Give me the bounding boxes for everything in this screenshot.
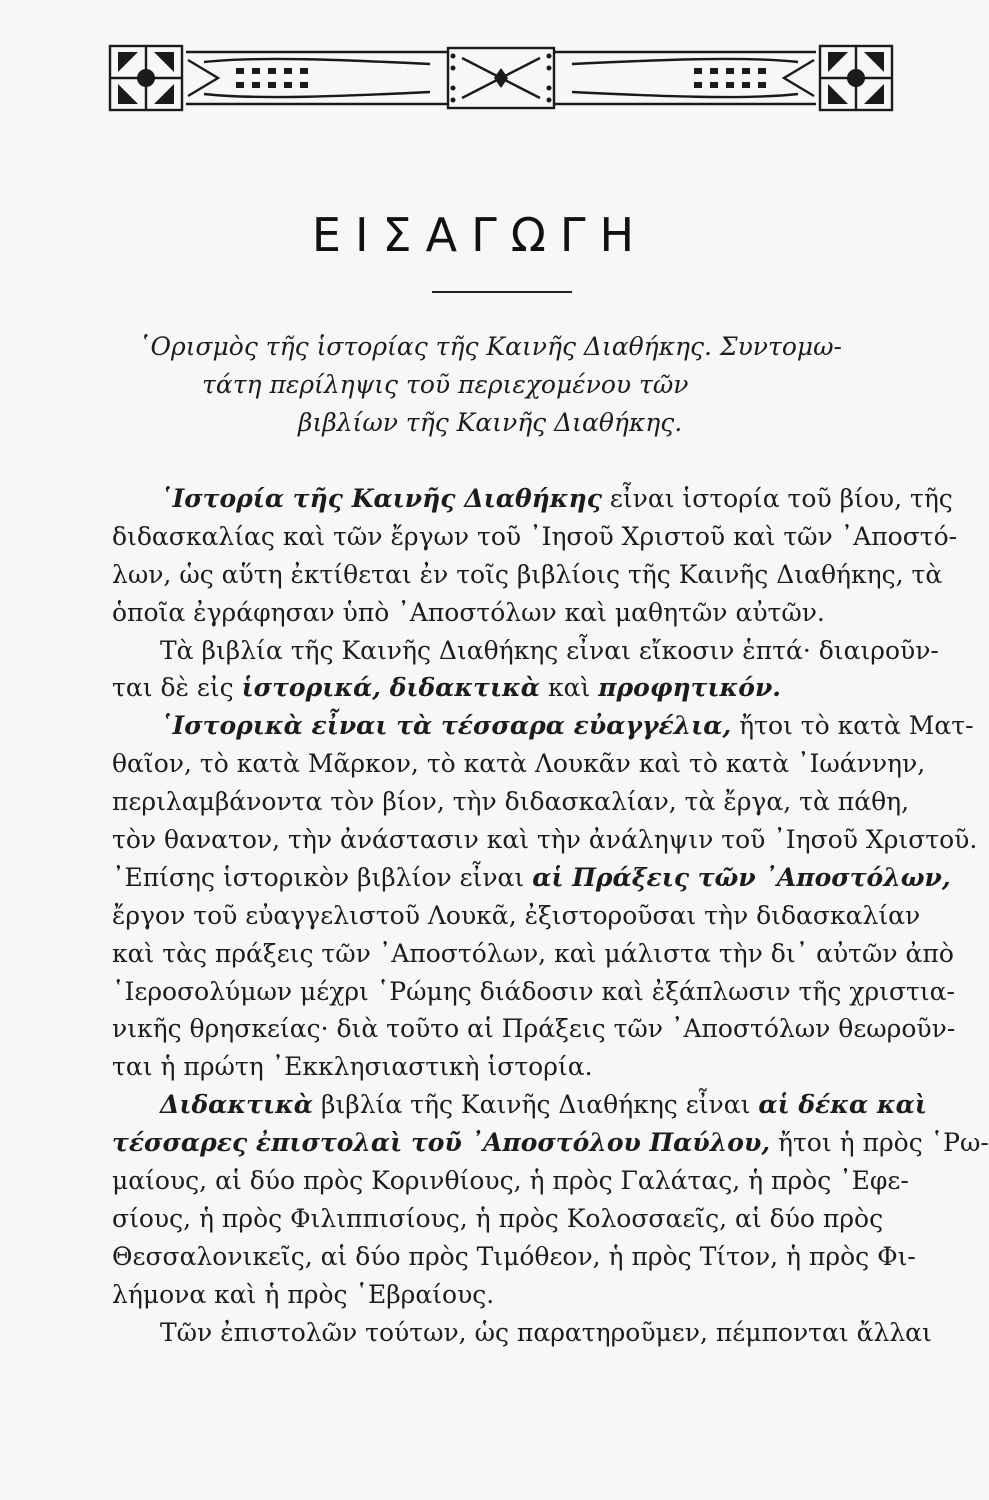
text-line: περιλαμβάνοντα τὸν βίον, τὴν διδασκαλίαν, τὰ ἔργα, τὰ πάθη, [112, 787, 910, 817]
emphasis-text: τέσσαρες ἐπιστολαὶ τοῦ ᾿Αποστόλου Παύλου, [112, 1128, 771, 1158]
text-line: ὁποῖα ἐγράφησαν ὑπὸ ᾿Αποστόλων καὶ μαθητῶν αὐτῶν. [112, 597, 825, 627]
text-run: ται δὲ εἰς [112, 673, 242, 703]
text-line: Τῶν ἐπιστολῶν τούτων, ὡς παρατηροῦμεν, πέμπονται ἄλλαι [160, 1317, 932, 1347]
text-line [112, 1124, 989, 1162]
text-line: Θεσσαλονικεῖς, αἱ δύο πρὸς Τιμόθεον, ἡ πρὸς Τίτον, ἡ πρὸς Φι- [112, 1241, 916, 1271]
text-run: ᾿Επίσης ἱστορικὸν βιβλίον εἶναι [112, 862, 533, 892]
text-line: μαίους, αἱ δύο πρὸς Κορινθίους, ἡ πρὸς Γαλάτας, ἡ πρὸς ᾿Εφε- [112, 1166, 909, 1196]
subtitle-line: βιβλίων τῆς Καινῆς Διαθήκης. [298, 408, 683, 437]
chapter-subtitle [138, 328, 908, 442]
text-line: νικῆς θρησκείας· διὰ τοῦτο αἱ Πράξεις τῶν ᾿Αποστόλων θεωροῦν- [112, 1014, 956, 1044]
text-run: βιβλία τῆς Καινῆς Διαθήκης εἶναι [313, 1090, 759, 1120]
title-rule [432, 291, 572, 293]
emphasis-text: αἱ Πράξεις τῶν ᾿Αποστόλων, [532, 862, 951, 892]
text-line [112, 480, 953, 518]
text-line [112, 707, 974, 745]
emphasis-text: προφητικόν. [598, 673, 782, 703]
text-line: λήμονα καὶ ἡ πρὸς ῾Εβραίους. [112, 1279, 495, 1309]
text-line [112, 669, 912, 707]
emphasis-text: ῾Ιστορικὰ εἶναι τὰ τέσσαρα εὐαγγέλια, [160, 711, 732, 741]
text-line: τὸν θανατον, τὴν ἀνάστασιν καὶ τὴν ἀνάληψιν τοῦ ᾿Ιησοῦ Χριστοῦ. [112, 825, 978, 855]
subtitle-line: τάτη περίληψις τοῦ περιεχομένου τῶν [202, 370, 689, 399]
emphasis-text: αἱ δέκα καὶ [758, 1090, 927, 1120]
subtitle-line: ῾Ορισμὸς τῆς ἱστορίας τῆς Καινῆς Διαθήκης. Συντομω- [138, 332, 842, 361]
text-run: εἶναι ἱστορία τοῦ βίου, τῆς [601, 484, 953, 513]
header-ornament [108, 38, 894, 118]
text-line: ῾Ιεροσολύμων μέχρι ῾Ρώμης διάδοσιν καὶ ἐξάπλωσιν τῆς χριστια- [112, 976, 955, 1006]
text-run: ἤτοι ἡ πρὸς ῾Ρω- [770, 1128, 989, 1158]
emphasis-text: ἱστορικά, διδακτικὰ [241, 673, 541, 703]
text-line: ἔργον τοῦ εὐαγγελιστοῦ Λουκᾶ, ἐξιστοροῦσαι τὴν διδασκαλίαν [112, 900, 921, 930]
text-line: λων, ὡς αὕτη ἐκτίθεται ἐν τοῖς βιβλίοις τῆς Καινῆς Διαθήκης, τὰ [112, 559, 943, 589]
text-line: θαῖον, τὸ κατὰ Μᾶρκον, τὸ κατὰ Λουκᾶν καὶ τὸ κατὰ ᾿Ιωάννην, [112, 749, 926, 779]
text-line: καὶ τὰς πράξεις τῶν ᾿Αποστόλων, καὶ μάλιστα τὴν δι᾿ αὐτῶν ἀπὸ [112, 938, 954, 968]
emphasis-text: Διδακτικὰ [160, 1090, 314, 1120]
body-text [112, 480, 989, 1351]
text-run: ἤτοι τὸ κατὰ Ματ- [731, 711, 974, 741]
text-line [112, 859, 951, 897]
page-title: ΕΙΣΑΓΩΓΗ [311, 208, 649, 262]
text-run: καὶ [540, 673, 599, 703]
text-line: σίους, ἡ πρὸς Φιλιππισίους, ἡ πρὸς Κολοσσαεῖς, αἱ δύο πρὸς [112, 1203, 884, 1233]
text-line: Τὰ βιβλία τῆς Καινῆς Διαθήκης εἶναι εἴκοσιν ἑπτά· διαιροῦν- [160, 635, 939, 665]
text-line: διδασκαλίας καὶ τῶν ἔργων τοῦ ᾿Ιησοῦ Χριστοῦ καὶ τῶν ᾿Αποστό- [112, 521, 958, 551]
emphasis-text: ῾Ιστορία τῆς Καινῆς Διαθήκης [160, 484, 602, 513]
text-line: ται ἡ πρώτη ᾿Εκκλησιαστικὴ ἱστορία. [112, 1052, 593, 1082]
text-line [112, 1086, 927, 1124]
